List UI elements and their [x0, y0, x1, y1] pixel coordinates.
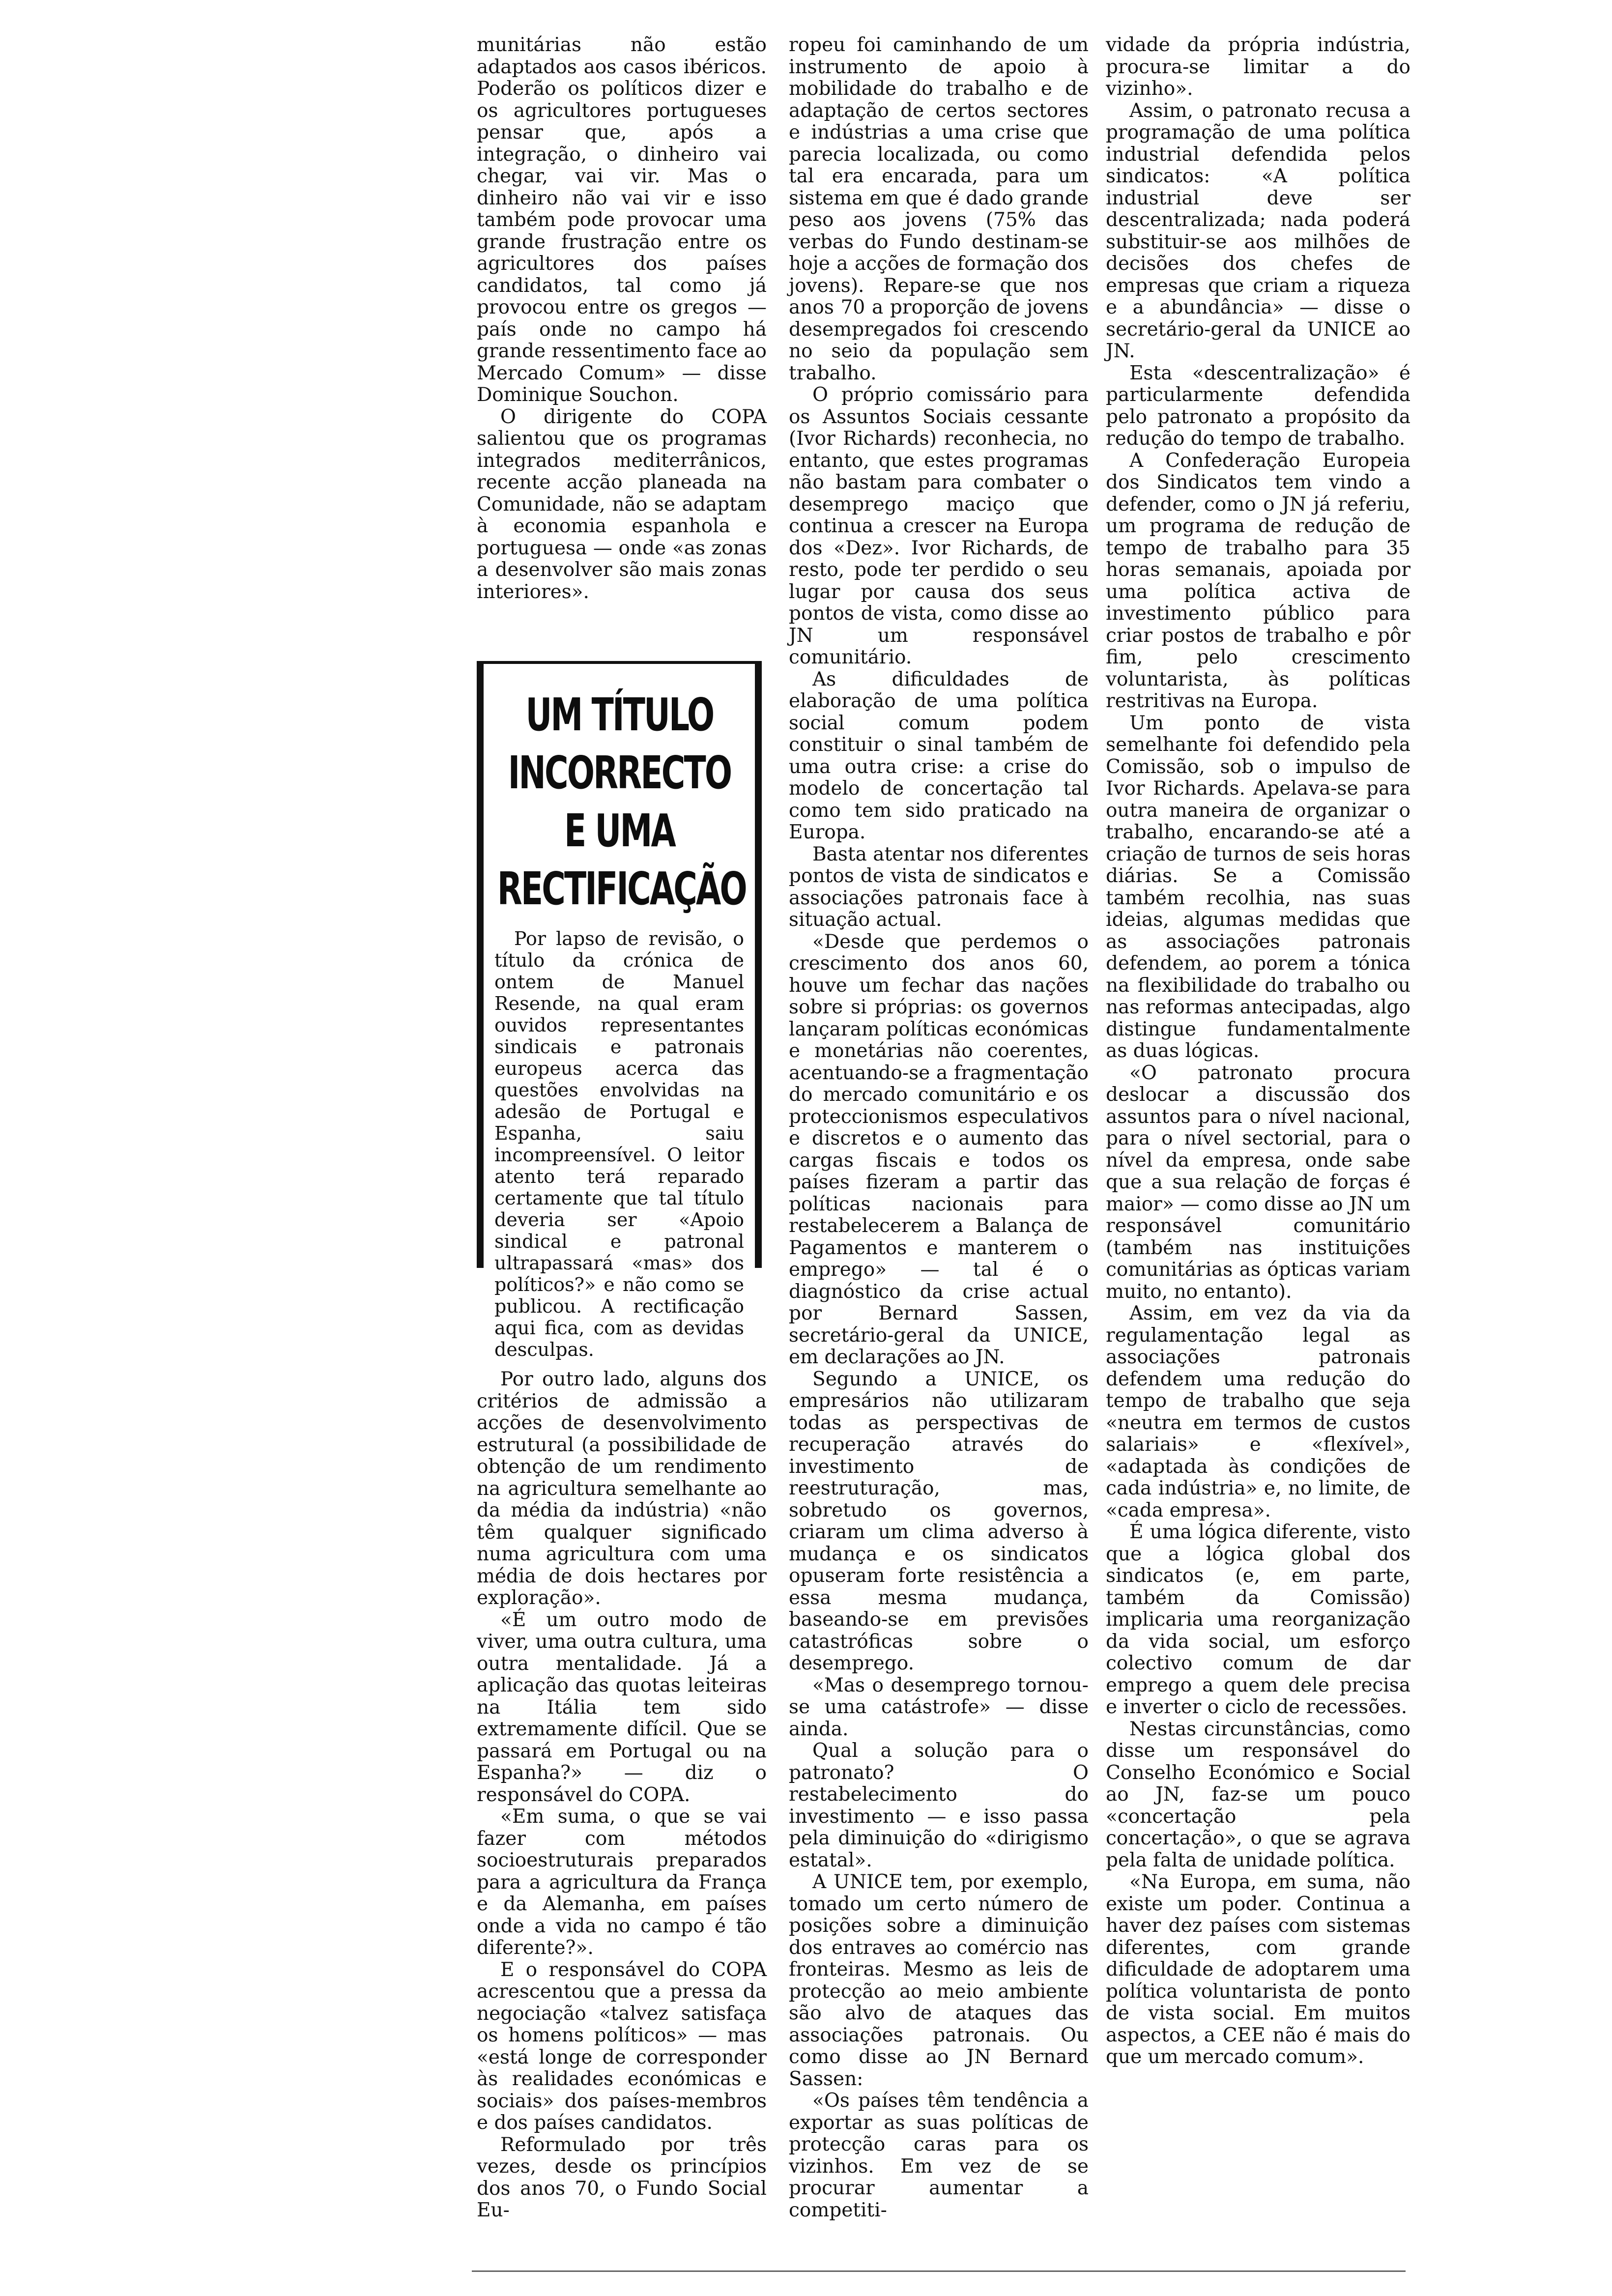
correction-box	[477, 661, 762, 1360]
paragraph: Qual a solução para o patronato? O restabelecimento do investimento — e isso passa pela diminuição do «dirigismo estatal».	[789, 1740, 1089, 1871]
paragraph: «Desde que perdemos o crescimento dos anos 60, houve um fechar das nações sobre si próprias: os governos lançaram políticas económicas e monetárias não coerentes, acentuando-se a fragmentação do mercado comunitário e os proteccionismos especulativos e discretos e o aumento das cargas fiscais e todos os países fizeram a partir das políticas nacionais para restabelecerem a Balança de Pagamentos e manterem o emprego» — tal é o diagnóstico da crise actual por Bernard Sassen, secretário-geral da UNICE, em declarações ao JN.	[789, 930, 1089, 1368]
paragraph: Reformulado por três vezes, desde os princípios dos anos 70, o Fundo Social Eu-	[477, 2133, 767, 2221]
paragraph: «Os países têm tendência a exportar as suas políticas de protecção caras para os vizinhos. Em vez de se procurar aumentar a competiti-	[789, 2090, 1089, 2221]
column-1-top	[477, 34, 767, 603]
paragraph: As dificuldades de elaboração de uma política social comum podem constituir o sinal também de uma outra crise: a crise do modelo de concertação tal como tem sido praticado na Europa.	[789, 668, 1089, 843]
paragraph: O dirigente do COPA salientou que os programas integrados mediterrânicos, recente acção planeada na Comunidade, não se adaptam à economia espanhola e portuguesa — onde «as zonas a desenvolver são mais zonas interiores».	[477, 405, 767, 603]
headline-line: INCORRECTO	[508, 746, 731, 799]
column-2	[789, 34, 1089, 2221]
correction-headline	[497, 686, 746, 918]
paragraph: «Na Europa, em suma, não existe um poder. Continua a haver dez países com sistemas diferentes, com grande dificuldade de adoptarem uma política voluntarista de ponto de vista social. Em muitos aspectos, a CEE não é mais do que um mercado comum».	[1106, 1871, 1410, 2068]
paragraph: «Em suma, o que se vai fazer com métodos socioestruturais preparados para a agricultura da França e da Alemanha, em países onde a vida no campo é tão diferente?».	[477, 1806, 767, 1959]
bottom-rule	[472, 2270, 1406, 2272]
paragraph: ropeu foi caminhando de um instrumento de apoio à mobilidade do trabalho e de adaptação de certos sectores e indústrias a uma crise que parecia localizada, ou como tal era encarada, para um sistema em que é dado grande peso aos jovens (75% das verbas do Fundo destinam-se hoje a acções de formação dos jovens). Repare-se que nos anos 70 a proporção de jovens desempregados foi crescendo no seio da população sem trabalho.	[789, 34, 1089, 384]
paragraph: O próprio comissário para os Assuntos Sociais cessante (Ivor Richards) reconhecia, no entanto, que estes programas não bastam para combater o desemprego maciço que continua a crescer na Europa dos «Dez». Ivor Richards, de resto, pode ter perdido o seu lugar por causa dos seus pontos de vista, como disse ao JN um responsável comunitário.	[789, 384, 1089, 668]
paragraph: A Confederação Europeia dos Sindicatos tem vindo a defender, como o JN já referiu, um programa de redução de tempo de trabalho para 35 horas semanais, apoiada por uma política activa de investimento público para criar postos de trabalho e pôr fim, pelo crescimento voluntarista, às políticas restritivas na Europa.	[1106, 449, 1410, 712]
paragraph: Por lapso de revisão, o título da crónica de ontem de Manuel Resende, na qual eram ouvidos representantes sindicais e patronais europeus acerca das questões envolvidas na adesão de Portugal e Espanha, saiu incompreensível. O leitor atento terá reparado certamente que tal título deveria ser «Apoio sindical e patronal ultrapassará «mas» dos políticos?» e não como se publicou. A rectificação aqui fica, com as devidas desculpas.	[494, 928, 744, 1360]
paragraph: munitárias não estão adaptados aos casos ibéricos. Poderão os políticos dizer e os agricultores portugueses pensar que, após a integração, o dinheiro vai chegar, vai vir. Mas o dinheiro não vai vir e isso também pode provocar uma grande frustração entre os agricultores dos países candidatos, tal como já provocou entre os gregos — país onde no campo há grande ressentimento face ao Mercado Comum» — disse Dominique Souchon.	[477, 34, 767, 406]
paragraph: E o responsável do COPA acrescentou que a pressa da negociação «talvez satisfaça os homens políticos» — mas «está longe de corresponder às realidades económicas e sociais» dos países-membros e dos países candidatos.	[477, 1958, 767, 2134]
headline-line: RECTIFICAÇÃO	[497, 862, 746, 915]
paragraph: Nestas circunstâncias, como disse um responsável do Conselho Económico e Social ao JN, faz-se um pouco «concertação pela concertação», o que se agrava pela falta de unidade política.	[1106, 1718, 1410, 1871]
column-3	[1106, 34, 1410, 2068]
paragraph: Assim, em vez da via da regulamentação legal as associações patronais defendem uma redução do tempo de trabalho que seja «neutra em termos de custos salariais» e «flexível», «adaptada às condições de cada indústria» e, no limite, de «cada empresa».	[1106, 1302, 1410, 1521]
paragraph: Assim, o patronato recusa a programação de uma política industrial defendida pelos sindicatos: «A política industrial deve ser descentralizada; nada poderá substituir-se aos milhões de decisões dos chefes de empresas que criam a riqueza e a abundância» — disse o secretário-geral da UNICE ao JN.	[1106, 99, 1410, 362]
paragraph: Segundo a UNICE, os empresários não utilizaram todas as perspectivas de recuperação através do investimento de reestruturação, mas, sobretudo os governos, criaram um clima adverso à mudança e os sindicatos opuseram forte resistência a essa mesma mudança, baseando-se em previsões catastróficas sobre o desemprego.	[789, 1368, 1089, 1674]
paragraph: Um ponto de vista semelhante foi defendido pela Comissão, sob o impulso de Ivor Richards. Apelava-se para outra maneira de organizar o trabalho, encarando-se até a criação de turnos de seis horas diárias. Se a Comissão também recolhia, nas suas ideias, algumas medidas que as associações patronais defendem, ao porem a tónica na flexibilidade do trabalho ou nas reformas antecipadas, algo distingue fundamentalmente as duas lógicas.	[1106, 712, 1410, 1062]
column-1-bottom	[477, 1369, 767, 2222]
paragraph: vidade da própria indústria, procura-se limitar a do vizinho».	[1106, 34, 1410, 100]
paragraph: «Mas o desemprego tornou-se uma catástrofe» — disse ainda.	[789, 1674, 1089, 1740]
paragraph: Basta atentar nos diferentes pontos de vista de sindicatos e associações patronais face à situação actual.	[789, 843, 1089, 931]
headline-line: UM TÍTULO	[525, 689, 713, 741]
paragraph: «O patronato procura deslocar a discussão dos assuntos para o nível nacional, para o nível sectorial, para o nível da empresa, onde sabe que a sua relação de forças é maior» — como disse ao JN um responsável comunitário (também nas instituições comunitárias as ópticas variam muito, no entanto).	[1106, 1062, 1410, 1303]
paragraph: Esta «descentralização» é particularmente defendida pelo patronato a propósito da redução do tempo de trabalho.	[1106, 362, 1410, 450]
paragraph: A UNICE tem, por exemplo, tomado um certo número de posições sobre a diminuição dos entraves ao comércio nas fronteiras. Mesmo as leis de protecção ao meio ambiente são alvo de ataques das associações patronais. Ou como disse ao JN Bernard Sassen:	[789, 1871, 1089, 2090]
headline-line: E UMA	[564, 804, 675, 857]
paragraph: «É um outro modo de viver, uma outra cultura, uma outra mentalidade. Já a aplicação das quotas leiteiras na Itália tem sido extremamente difícil. Que se passará em Portugal ou na Espanha?» — diz o responsável do COPA.	[477, 1608, 767, 1806]
correction-text	[494, 928, 744, 1360]
paragraph: É uma lógica diferente, visto que a lógica global dos sindicatos (e, em parte, também da Comissão) implicaria uma reorganização da vida social, um esforço colectivo comum de dar emprego a quem dele precisa e inverter o ciclo de recessões.	[1106, 1521, 1410, 1718]
paragraph: Por outro lado, alguns dos critérios de admissão a acções de desenvolvimento estrutural (a possibilidade de obtenção de um rendimento na agricultura semelhante ao da média da indústria) «não têm qualquer significado numa agricultura com uma média de dois hectares por exploração».	[477, 1368, 767, 1609]
